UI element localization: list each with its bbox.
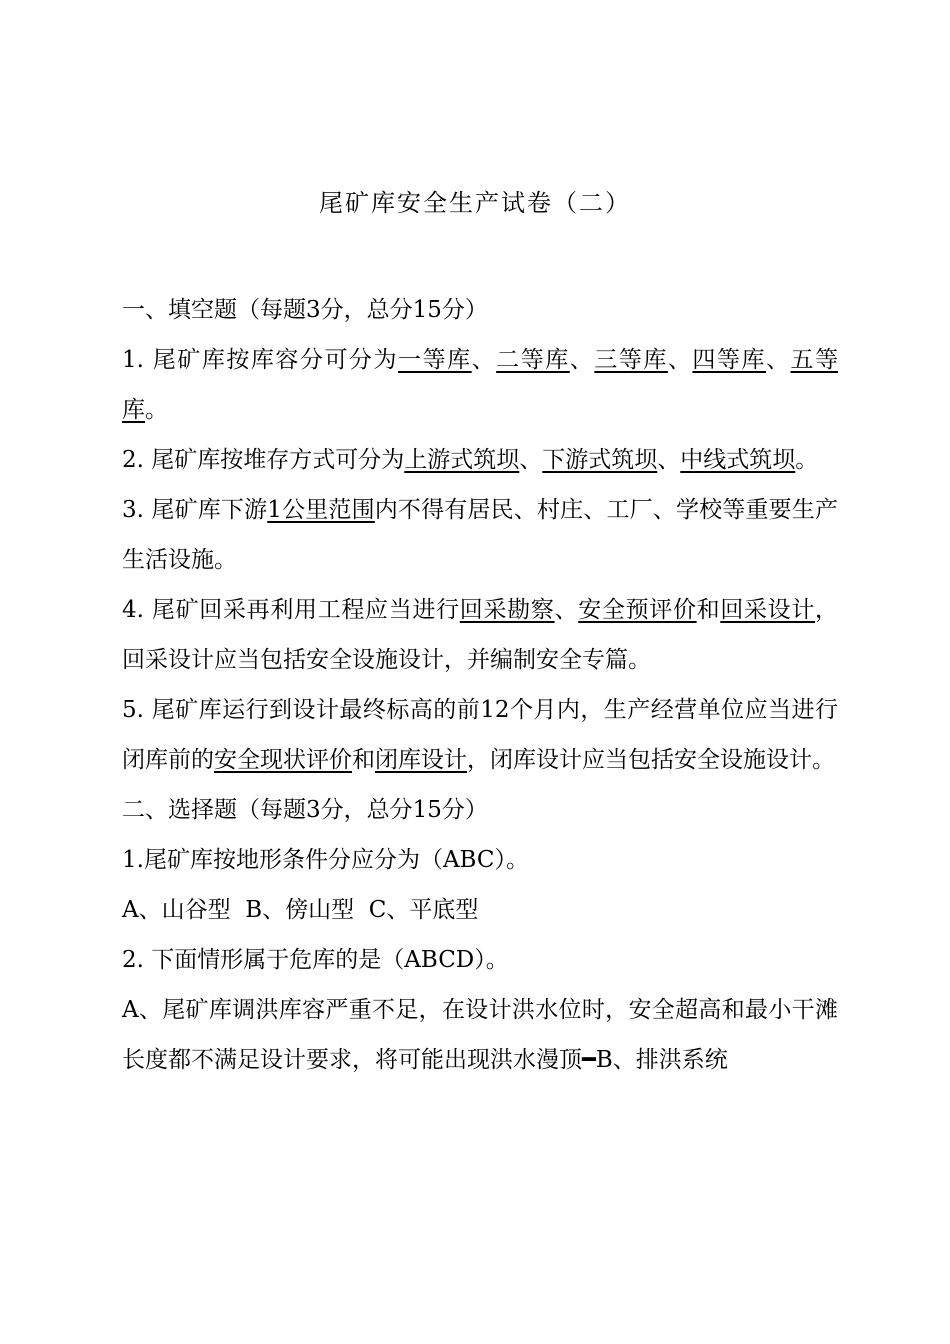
answer-blank: 安全预评价 — [578, 597, 697, 623]
question-text: 。 — [145, 397, 168, 423]
answer-blank: 四等库 — [692, 347, 767, 373]
exam-title: 尾矿库安全生产试卷（二） — [319, 189, 631, 217]
question-text: ，闭库设计应当包括安全设施设计。 — [467, 747, 835, 773]
question-1-2 — [122, 435, 838, 485]
answer-blank: 一等库 — [398, 347, 472, 373]
question-1-4 — [122, 585, 838, 685]
answer-blank: 二等库 — [496, 347, 570, 373]
separator: 、 — [471, 347, 497, 373]
question-1-5 — [122, 685, 838, 785]
answer-blank: 安全现状评价 — [214, 747, 352, 773]
answer-blank: 下游式筑坝 — [542, 447, 658, 473]
separator: 、 — [667, 347, 693, 373]
separator: 、 — [519, 447, 543, 473]
question-text: 1. 尾矿库按库容分可分为 — [122, 347, 399, 373]
exam-body — [122, 285, 838, 1085]
separator: 、 — [554, 597, 579, 623]
question-text: 内不得有居民、村庄、工厂、学校等重要生产生活设施。 — [122, 497, 838, 573]
answer-blank: 闭库设计 — [375, 747, 467, 773]
question-text: 5. 尾矿库运行到设计最终标高的前12个月内，生产经营单位应当进行闭库前的 — [122, 697, 838, 773]
question-text: 。 — [795, 447, 819, 473]
separator: 、 — [569, 347, 595, 373]
question-1-3 — [122, 485, 838, 585]
answer-blank: 回采勘察 — [459, 597, 555, 623]
question-1-1 — [122, 335, 838, 435]
section-2-heading: 二、选择题（每题3分，总分15分） — [122, 797, 488, 823]
question-text: 4. 尾矿回采再利用工程应当进行 — [122, 597, 460, 623]
question-2-2: 2. 下面情形属于危库的是（ABCD）。 — [122, 947, 509, 973]
question-text: 3. 尾矿库下游 — [122, 497, 268, 523]
separator: 、 — [657, 447, 681, 473]
question-2-2-options: A、尾矿库调洪库容严重不足，在设计洪水位时，安全超高和最小干滩长度都不满足设计要求，将可能出现洪水漫顶━B、排洪系统 — [122, 997, 838, 1073]
question-2-1-options: A、山谷型 B、傍山型 C、平底型 — [122, 897, 479, 923]
answer-blank: 上游式筑坝 — [404, 447, 520, 473]
question-text: 2. 尾矿库按堆存方式可分为 — [122, 447, 405, 473]
answer-blank: 三等库 — [594, 347, 668, 373]
question-text: ，回采设计应当包括安全设施设计，并编制安全专篇。 — [122, 597, 839, 673]
question-2-1: 1.尾矿库按地形条件分应分为（ABC）。 — [122, 847, 529, 873]
separator: 和 — [352, 747, 375, 773]
answer-blank: 中线式筑坝 — [680, 447, 796, 473]
answer-blank: 回采设计 — [720, 597, 816, 623]
answer-blank: 五等库 — [122, 347, 839, 423]
separator: 、 — [766, 347, 791, 373]
answer-blank: 1公里范围 — [267, 497, 375, 523]
separator: 和 — [696, 597, 721, 623]
section-1-heading: 一、填空题（每题3分，总分15分） — [122, 297, 488, 323]
